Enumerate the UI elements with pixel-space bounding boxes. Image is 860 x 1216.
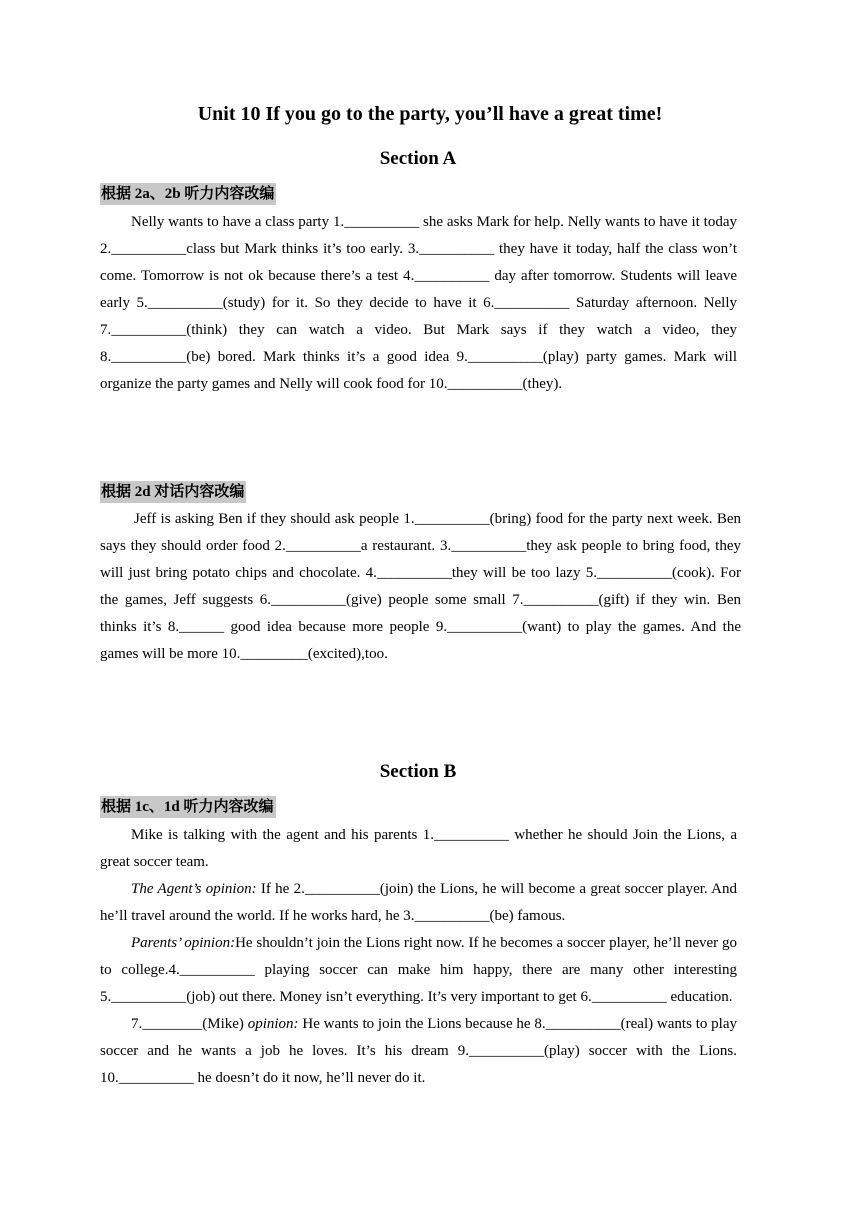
section-a-part1-label: 根据 2a、2b 听力内容改编	[100, 183, 276, 205]
page-title: Unit 10 If you go to the party, you’ll have a great time!	[197, 103, 663, 125]
agent-opinion-label: The Agent’s opinion:	[131, 881, 257, 897]
parents-opinion-label: Parents’ opinion:	[131, 935, 236, 951]
section-b-body	[100, 822, 737, 1092]
agent-opinion-paragraph	[100, 876, 737, 930]
parents-opinion-text: He shouldn’t join the Lions right now. If he becomes a soccer player, he’ll never go to college.4.__________ playing soccer can make him happy, there are many other interesting 5.__________(job) out there. Money isn’t everything. It’s very important to get 6.__________ education.	[100, 935, 737, 1005]
mike-opinion-text: He wants to join the Lions because he 8.__________(real) wants to play soccer and he wants a job he loves. It’s his dream 9.__________(play) soccer with the Lions. 10.__________ he doesn’t do it now, he’ll never do it.	[100, 1016, 738, 1086]
section-b-heading: Section B	[379, 761, 457, 782]
agent-opinion-text: If he 2.__________(join) the Lions, he will become a great soccer player. And he’ll travel around the world. If he works hard, he 3.__________(be) famous.	[100, 881, 737, 924]
mike-opinion-prefix: 7.________(Mike)	[131, 1016, 248, 1032]
mike-opinion-label: opinion:	[247, 1016, 299, 1032]
section-a-part2-paragraph: Jeff is asking Ben if they should ask people 1.__________(bring) food for the party next week. Ben says they should order food 2.__________a restaurant. 3.__________they ask people to bring food, they will just bring potato chips and chocolate. 4.__________they will be too lazy 5.__________(cook). For the games, Jeff suggests 6.__________(give) people some small 7.__________(gift) if they win. Ben thinks it’s 8.______ good idea because more people 9.__________(want) to play the games. And the games will be more 10._________(excited),too.	[100, 511, 741, 662]
parents-opinion-paragraph	[100, 930, 737, 1011]
section-a-part2-label: 根据 2d 对话内容改编	[100, 481, 246, 503]
section-a-heading: Section A	[379, 148, 457, 169]
mike-opinion-paragraph	[100, 1011, 737, 1092]
section-b-intro: Mike is talking with the agent and his parents 1.__________ whether he should Join the Lions, a great soccer team.	[100, 827, 737, 870]
section-b-label: 根据 1c、1d 听力内容改编	[100, 796, 276, 818]
section-a-part1-paragraph: Nelly wants to have a class party 1.__________ she asks Mark for help. Nelly wants to have it today 2.__________class but Mark thinks it’s too early. 3.__________ they have it today, half the class won’t come. Tomorrow is not ok because there’s a test 4.__________ day after tomorrow. Students will leave early 5.__________(study) for it. So they decide to have it 6.__________ Saturday afternoon. Nelly 7.__________(think) they can watch a video. But Mark says if they watch a video, they 8.__________(be) bored. Mark thinks it’s a good idea 9.__________(play) party games. Mark will organize the party games and Nelly will cook food for 10.__________(they).	[100, 214, 737, 392]
